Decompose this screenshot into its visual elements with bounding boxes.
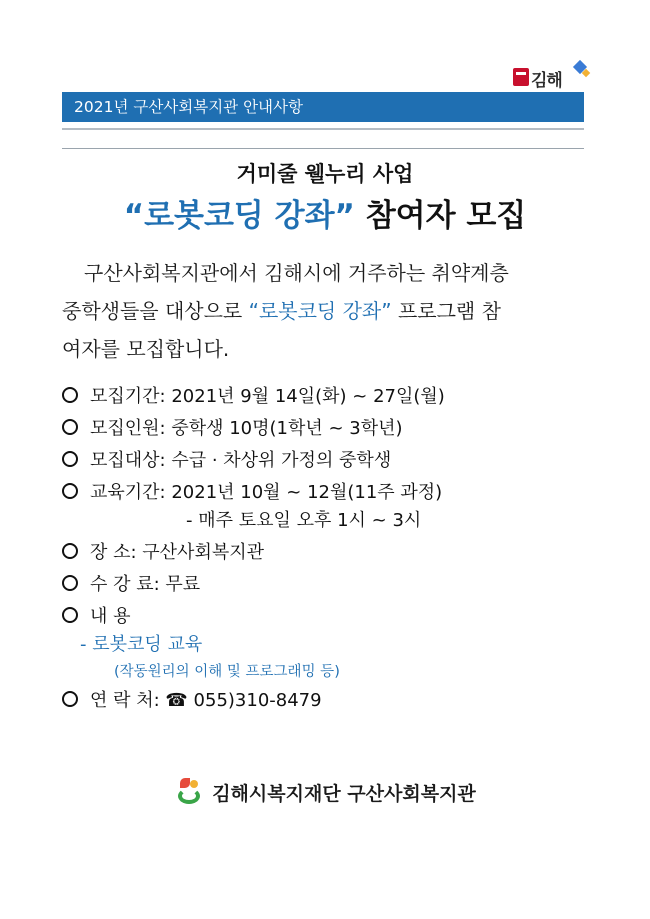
- intro-line: [62, 292, 590, 330]
- sparkle-small-icon: [582, 69, 590, 77]
- list-item: [62, 478, 442, 504]
- list-item: [62, 414, 403, 440]
- page-subtitle: 거미줄 웰누리 사업: [236, 162, 414, 186]
- intro-line: 여자를 모집합니다.: [62, 337, 230, 361]
- item-contact-label: 연 락 처:: [90, 690, 166, 711]
- item-content-sub: - 로봇코딩 교육: [80, 634, 203, 655]
- gimhae-logo-text: 김해: [531, 71, 562, 91]
- notice-banner: 2021년 구산사회복지관 안내사항: [62, 92, 584, 122]
- page-title: [0, 190, 650, 235]
- item-edu-period: 교육기간: 2021년 10월 ~ 12월(11주 과정): [90, 482, 443, 503]
- list-item: [62, 538, 264, 564]
- footer-org: [0, 778, 650, 806]
- intro-line: 구산사회복지관에서 김해시에 거주하는 취약계층: [84, 261, 509, 285]
- title-rest: 참여자 모집: [354, 198, 527, 234]
- list-item: [62, 686, 322, 712]
- item-count: 모집인원: 중학생 10명(1학년 ~ 3학년): [90, 418, 403, 439]
- list-item: [62, 446, 391, 472]
- intro-text: 중학생들을 대상으로: [62, 299, 249, 323]
- circle-bullet-icon: [62, 543, 78, 559]
- item-target: 모집대상: 수급 · 차상위 가정의 중학생: [90, 450, 392, 471]
- circle-bullet-icon: [62, 387, 78, 403]
- title-program-name: “로봇코딩 강좌”: [123, 198, 355, 234]
- intro-paragraph: [62, 254, 590, 368]
- welfare-foundation-logo-icon: [174, 778, 206, 806]
- footer-org-name: 김해시복지재단 구산사회복지관: [212, 783, 476, 805]
- list-item: [62, 602, 131, 628]
- list-item: [62, 382, 445, 408]
- gimhae-logo-mark: [513, 68, 529, 86]
- circle-bullet-icon: [62, 691, 78, 707]
- divider: [62, 148, 584, 149]
- item-edu-time: - 매주 토요일 오후 1시 ~ 3시: [186, 510, 422, 531]
- item-period: 모집기간: 2021년 9월 14일(화) ~ 27일(월): [90, 386, 445, 407]
- item-place: 장 소: 구산사회복지관: [90, 542, 264, 563]
- item-fee: 수 강 료: 무료: [90, 574, 201, 595]
- intro-program-name: “로봇코딩 강좌”: [248, 299, 392, 323]
- item-content: 내 용: [90, 606, 131, 627]
- item-content-note: (작동원리의 이해 및 프로그래밍 등): [114, 664, 340, 680]
- gimhae-logo: [513, 62, 593, 94]
- circle-bullet-icon: [62, 607, 78, 623]
- phone-icon: ☎: [165, 690, 188, 711]
- circle-bullet-icon: [62, 419, 78, 435]
- intro-text: 프로그램 참: [391, 299, 501, 323]
- circle-bullet-icon: [62, 451, 78, 467]
- list-item: [62, 570, 200, 596]
- circle-bullet-icon: [62, 483, 78, 499]
- circle-bullet-icon: [62, 575, 78, 591]
- divider: [62, 128, 584, 130]
- item-contact-phone: 055)310-8479: [187, 690, 322, 711]
